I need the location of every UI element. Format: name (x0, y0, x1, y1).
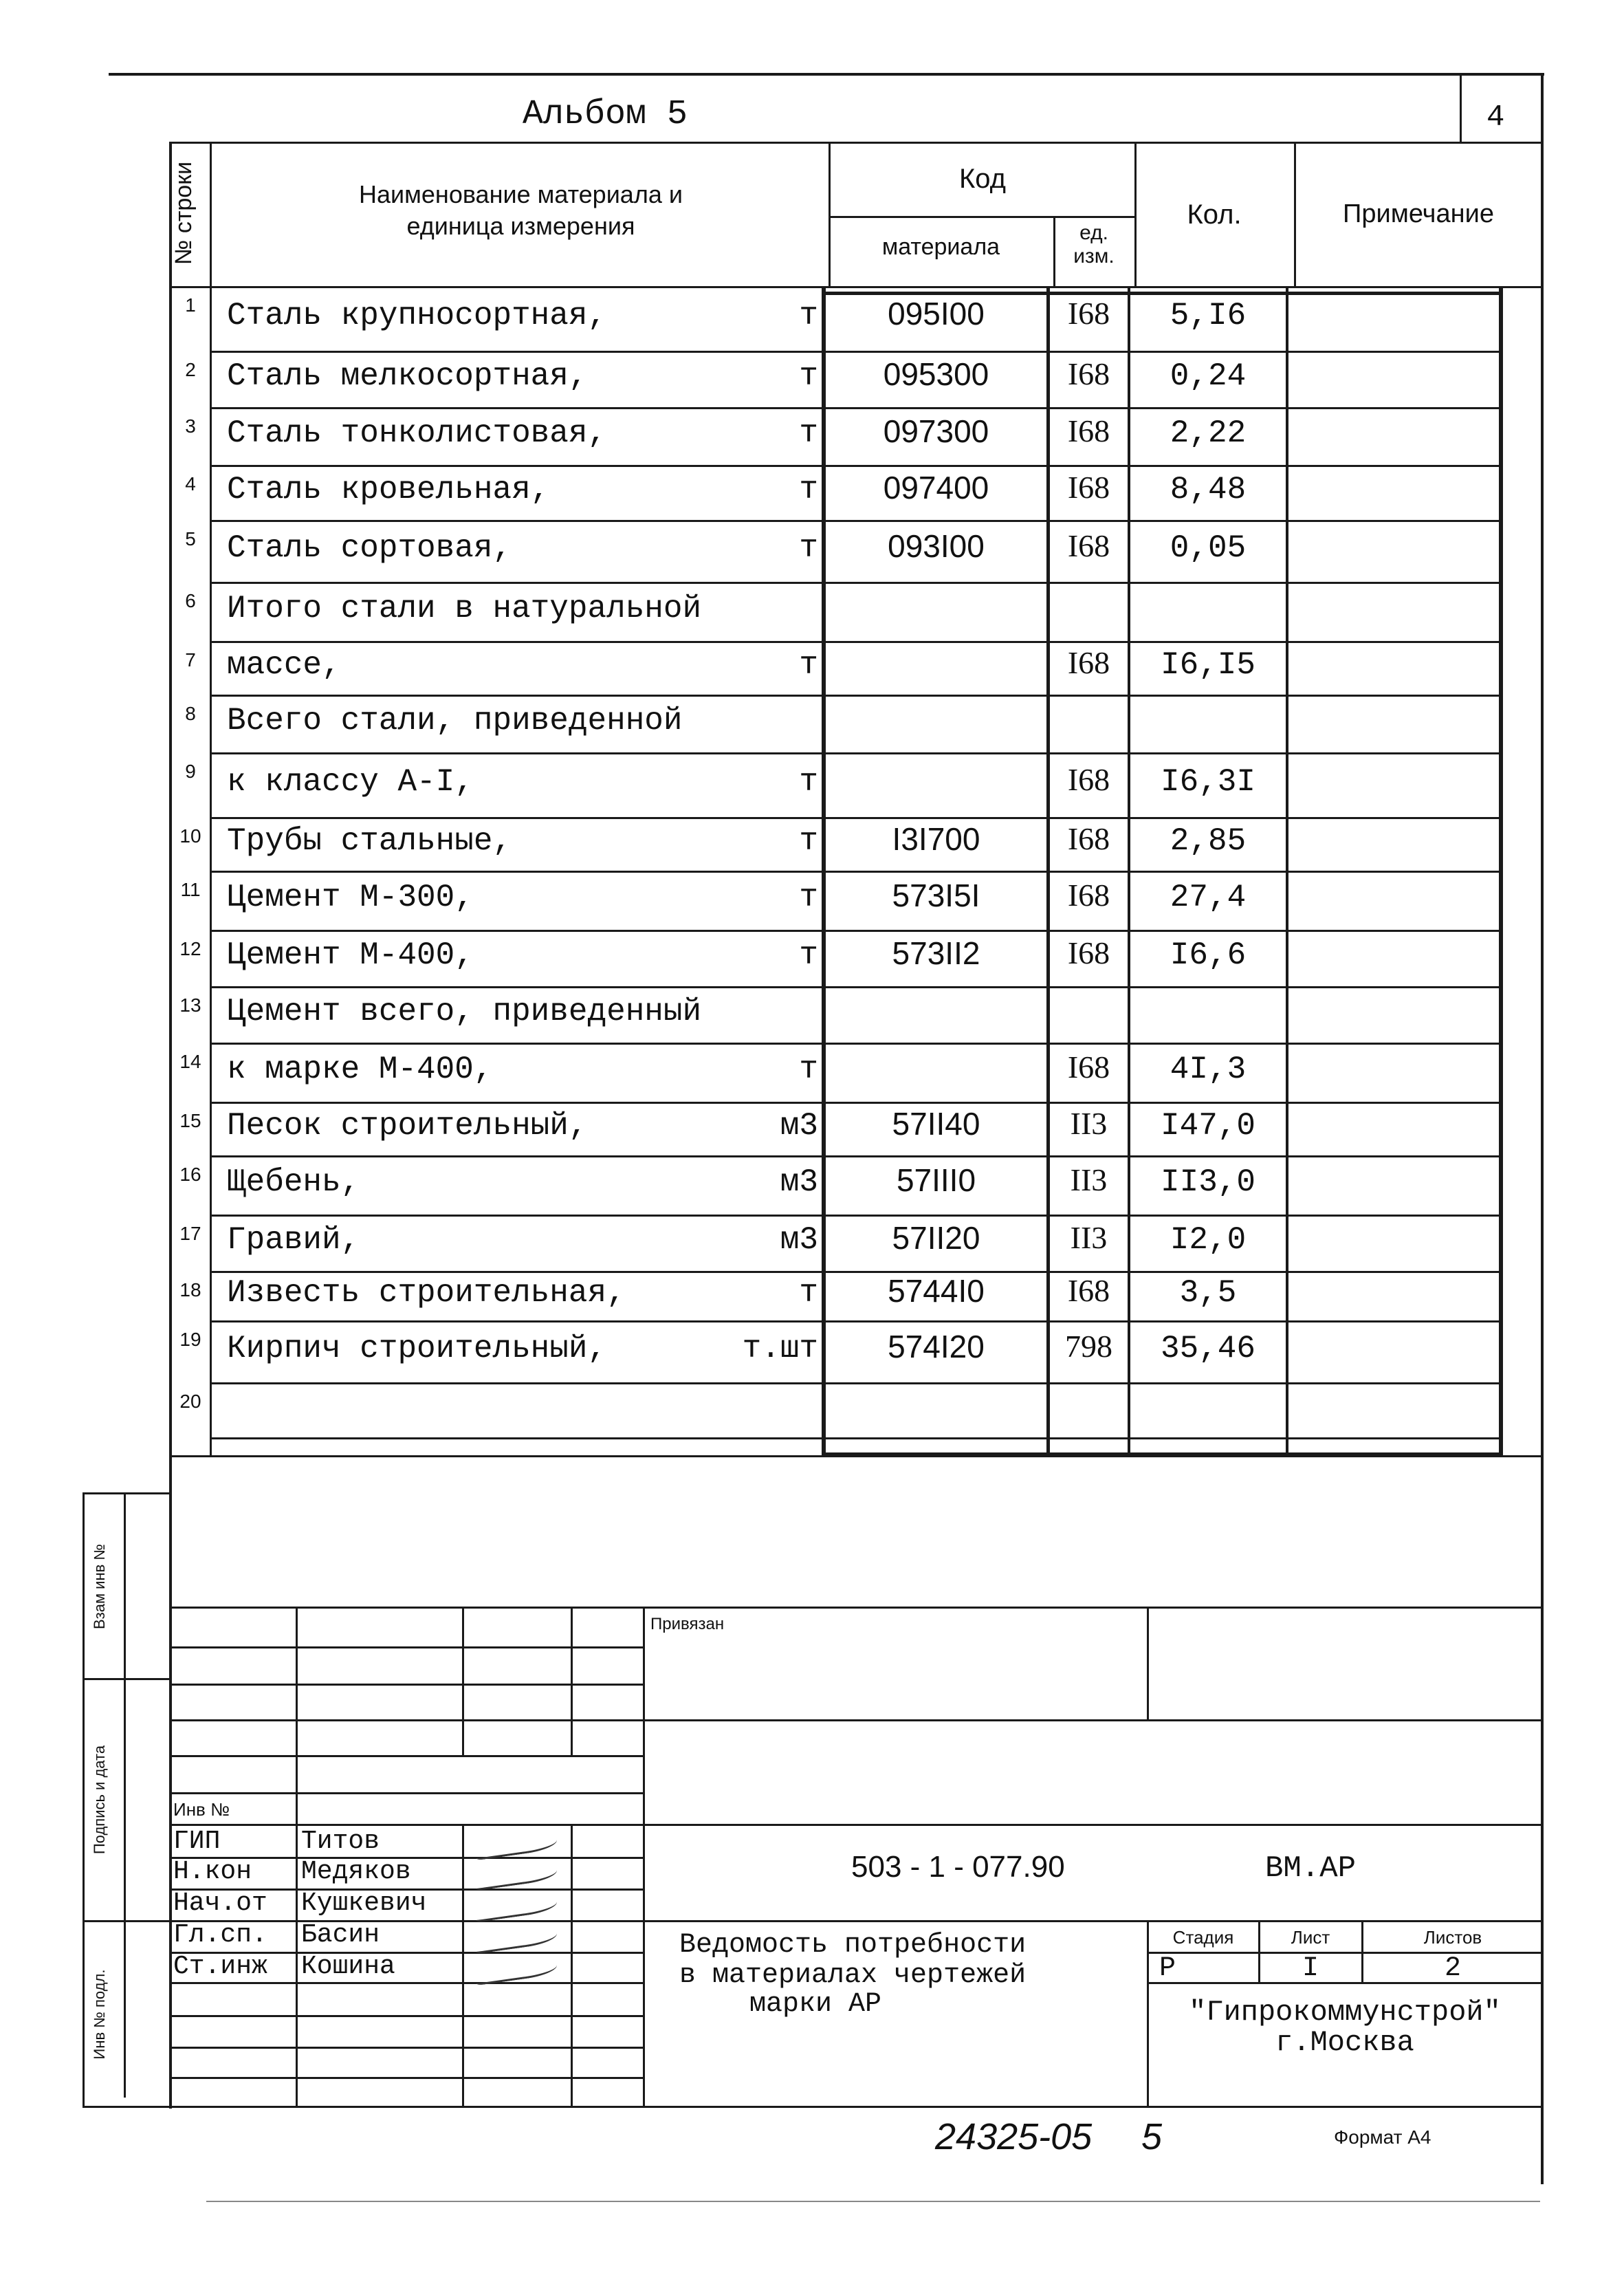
row-line (210, 695, 1501, 697)
footer-number: 24325-05 (935, 2116, 1093, 2157)
material-unit: т (799, 1275, 818, 1311)
side-strip-left (83, 1492, 85, 2107)
signature-scribble (473, 1952, 558, 1985)
material-unit: т (799, 298, 818, 334)
signature-scribble (473, 1827, 558, 1860)
material-name: к марке М-400, (227, 1052, 493, 1087)
row-number: 6 (185, 590, 196, 611)
side-strip-div2 (83, 1920, 171, 1922)
material-unit: т (799, 880, 818, 915)
stamp-row6-line (169, 1824, 1543, 1826)
material-unit: т (799, 1052, 818, 1087)
side-strip-line-outer (124, 1492, 126, 2098)
frame-left-line (169, 142, 172, 2109)
quantity: 0,05 (1170, 530, 1247, 566)
row-line (210, 1215, 1501, 1217)
org-line2: г.Москва (1275, 2026, 1414, 2059)
material-name: Трубы стальные, (227, 823, 512, 859)
material-unit: т.шт (742, 1331, 818, 1367)
material-code: 57II20 (892, 1220, 980, 1256)
row-line (210, 986, 1501, 988)
row-line (822, 752, 1502, 754)
row-number: 16 (179, 1164, 201, 1185)
row-line (210, 1437, 1501, 1439)
material-unit: т (799, 358, 818, 394)
material-code: 5744I0 (888, 1273, 985, 1309)
table-bottom-line (169, 1455, 1543, 1457)
unit-code: I68 (1067, 878, 1110, 913)
frame-top-line (109, 73, 1544, 76)
signer-role: Ст.инж (173, 1952, 267, 1981)
unit-code: II3 (1070, 1106, 1108, 1141)
row-number: 11 (180, 879, 201, 900)
stamp-col2a (462, 1607, 464, 1755)
row-number: 20 (179, 1391, 201, 1412)
material-name: Сталь тонколистовая, (227, 415, 607, 451)
material-code: 095300 (883, 356, 989, 392)
row-line (210, 407, 1501, 409)
signer-name: Кошина (301, 1952, 395, 1981)
side-label-podpis: Подпись и дата (91, 1745, 108, 1855)
quantity: 0,24 (1170, 358, 1247, 394)
row-line (822, 1043, 1502, 1045)
material-code: 097300 (883, 413, 989, 449)
unit-code: I68 (1067, 356, 1110, 391)
material-name: Всего стали, приведенной (227, 703, 683, 739)
col-note-header: Примечание (1343, 199, 1494, 228)
signature-scribble (473, 1920, 558, 1954)
code-sub-line (829, 216, 1137, 218)
row-number: 8 (185, 703, 196, 724)
row-number: 9 (185, 761, 196, 782)
row-number: 5 (185, 528, 196, 549)
unit-code: I68 (1067, 1273, 1110, 1308)
sheet-value: I (1302, 1953, 1319, 1984)
quantity: I6,6 (1170, 937, 1247, 973)
signer-role: Гл.сп. (173, 1920, 267, 1950)
row-number: 14 (179, 1051, 201, 1072)
stamp-row3-line (169, 1719, 1543, 1721)
row-line (210, 520, 1501, 522)
signature-scribble (473, 1857, 558, 1891)
material-name: Гравий, (227, 1222, 360, 1258)
col-name-header-line1: Наименование материала и (359, 180, 683, 208)
material-code: 574I20 (888, 1329, 985, 1364)
signer-name: Титов (301, 1827, 380, 1856)
col-unit-header-line1: ед. (1079, 221, 1108, 244)
material-code: 573II2 (892, 935, 980, 971)
material-name: Сталь крупносортная, (227, 298, 607, 334)
col-line-rownum (210, 142, 212, 1455)
footer-page: 5 (1141, 2116, 1163, 2157)
col-unit-header-line2: изм. (1073, 245, 1115, 268)
material-code: 095I00 (888, 296, 985, 331)
quantity: I6,3I (1160, 764, 1256, 800)
signer-name: Басин (301, 1920, 380, 1950)
material-unit: м3 (780, 1164, 818, 1200)
signer-role: ГИП (173, 1827, 221, 1856)
signer-name: Медяков (301, 1857, 411, 1886)
material-name: к классу А-I, (227, 764, 474, 800)
row-number: 4 (185, 473, 196, 494)
row-number: 18 (179, 1279, 201, 1300)
unit-code: 798 (1065, 1329, 1112, 1364)
row-number: 12 (179, 938, 201, 959)
material-unit: т (799, 823, 818, 859)
stamp-top-line (169, 1607, 1543, 1609)
doc-code: 503 - 1 - 077.90 (851, 1850, 1065, 1884)
row-number: 10 (179, 825, 201, 847)
unit-code: I68 (1067, 1049, 1110, 1085)
unit-code: I68 (1067, 762, 1110, 797)
material-unit: т (799, 530, 818, 566)
stamp-col4 (643, 1607, 645, 2107)
material-code: 093I00 (888, 528, 985, 564)
quantity: 5,I6 (1170, 298, 1247, 334)
row-line (210, 1320, 1501, 1322)
side-strip-top (83, 1492, 171, 1494)
stage-value: Р (1159, 1953, 1176, 1984)
row-line (210, 641, 822, 643)
side-label-vzam: Взам инв № (91, 1543, 108, 1630)
doc-mark: ВМ.АР (1265, 1851, 1357, 1886)
page-number: 4 (1486, 100, 1505, 135)
row-line (210, 351, 1501, 353)
material-name: Итого стали в натуральной (227, 591, 702, 627)
signature-scribble (473, 1888, 558, 1922)
material-name: Цемент М-300, (227, 880, 474, 915)
row-line (210, 752, 822, 754)
signer-role: Нач.от (173, 1888, 267, 1918)
page-box-line (1460, 73, 1462, 142)
row-line (210, 1043, 822, 1045)
material-unit: т (799, 415, 818, 451)
signer-name: Кушкевич (301, 1888, 427, 1918)
col-rownum-header: № строки (171, 161, 197, 265)
unit-code: I68 (1067, 821, 1110, 856)
material-name: Сталь сортовая, (227, 530, 512, 566)
col-code-header: Код (958, 164, 1006, 194)
material-unit: т (799, 647, 818, 683)
quantity: I2,0 (1170, 1222, 1247, 1258)
row-line (210, 871, 1501, 873)
quantity: 3,5 (1179, 1275, 1237, 1311)
material-name: Цемент всего, приведенный (227, 994, 702, 1030)
frame-right-line (1541, 73, 1544, 2184)
format-label: Формат А4 (1334, 2126, 1431, 2148)
row-number: 2 (185, 359, 196, 380)
material-unit: т (799, 472, 818, 508)
col-qty-header: Кол. (1187, 199, 1242, 230)
doc-title-line2: в материалах чертежей (679, 1960, 1027, 1991)
unit-code: II3 (1070, 1220, 1108, 1255)
unit-code: I68 (1067, 935, 1110, 970)
unit-code: I68 (1067, 645, 1110, 680)
unit-code: II3 (1070, 1162, 1108, 1197)
material-code: 57III0 (896, 1162, 976, 1198)
row-line (210, 582, 1501, 584)
quantity: 27,4 (1170, 880, 1247, 915)
quantity: I6,I5 (1160, 647, 1256, 683)
quantity: 8,48 (1170, 472, 1247, 508)
stage-label: Стадия (1172, 1927, 1234, 1948)
inv-no-label: Инв № (173, 1799, 230, 1820)
row-number: 15 (179, 1110, 201, 1131)
row-number: 3 (185, 415, 196, 437)
quantity: 2,85 (1170, 823, 1247, 859)
row-number: 17 (179, 1223, 201, 1244)
row-number: 19 (179, 1329, 201, 1350)
material-code: 573I5I (892, 878, 980, 913)
side-strip-bottom (83, 2106, 171, 2108)
stamp-col2b (462, 1824, 464, 2107)
row-line (210, 1155, 1501, 1157)
side-label-inv: Инв № подл. (91, 1969, 108, 2060)
row-line (210, 1382, 1501, 1384)
header-top-line (169, 142, 1543, 144)
material-name: Известь строительная, (227, 1275, 626, 1311)
col-name-header-line2: единица измерения (406, 212, 635, 240)
stamp-col3a (571, 1607, 573, 1755)
doc-title-line1: Ведомость потребности (679, 1930, 1027, 1961)
material-name: Цемент М-400, (227, 937, 474, 973)
row-number: 1 (185, 294, 196, 316)
material-code: 097400 (883, 470, 989, 505)
material-name: Сталь мелкосортная, (227, 358, 588, 394)
col-material-header: материала (881, 234, 1000, 260)
side-strip-div1 (83, 1678, 171, 1680)
material-unit: т (799, 937, 818, 973)
album-title: Альбом 5 (523, 95, 688, 134)
material-name: массе, (227, 647, 341, 683)
stamp-col5a (1147, 1607, 1149, 1719)
material-unit: м3 (780, 1108, 818, 1144)
material-name: Песок строительный, (227, 1108, 588, 1144)
org-line1: "Гипрокоммунстрой" (1189, 1996, 1501, 2029)
material-name: Кирпич строительный, (227, 1331, 607, 1367)
stamp-row4-line (169, 1755, 644, 1757)
row-line (210, 465, 1501, 467)
signer-role: Н.кон (173, 1857, 252, 1886)
unit-code: I68 (1067, 296, 1110, 331)
doc-title-line3: марки АР (749, 1989, 882, 2020)
row-line (210, 817, 1501, 819)
stamp-row5-line (169, 1792, 644, 1794)
material-name: Щебень, (227, 1164, 360, 1200)
material-code: 57II40 (892, 1106, 980, 1142)
row-line (822, 641, 1502, 643)
quantity: 2,22 (1170, 415, 1247, 451)
sheet-label: Лист (1291, 1927, 1330, 1948)
quantity: II3,0 (1160, 1164, 1256, 1200)
stamp-col3b (571, 1824, 573, 2107)
stamp-col1 (296, 1607, 298, 2107)
sheets-value: 2 (1444, 1953, 1461, 1984)
material-unit: м3 (780, 1222, 818, 1258)
row-number: 13 (179, 994, 201, 1016)
quantity: I47,0 (1160, 1108, 1256, 1144)
quantity: 35,46 (1160, 1331, 1256, 1367)
unit-code: I68 (1067, 413, 1110, 448)
row-line (210, 930, 1501, 932)
row-line (210, 1102, 1501, 1104)
unit-code: I68 (1067, 528, 1110, 563)
stamp-bottom-line (169, 2106, 1543, 2108)
unit-code: I68 (1067, 470, 1110, 505)
bottom-edge-line (206, 2201, 1540, 2202)
row-number: 7 (185, 649, 196, 671)
material-unit: т (799, 764, 818, 800)
sheets-label: Листов (1423, 1927, 1482, 1948)
material-name: Сталь кровельная, (227, 472, 550, 508)
privyazan-label: Привязан (650, 1615, 725, 1633)
material-code: I3I700 (892, 821, 980, 857)
header-bottom-line (169, 286, 1543, 288)
quantity: 4I,3 (1170, 1052, 1247, 1087)
